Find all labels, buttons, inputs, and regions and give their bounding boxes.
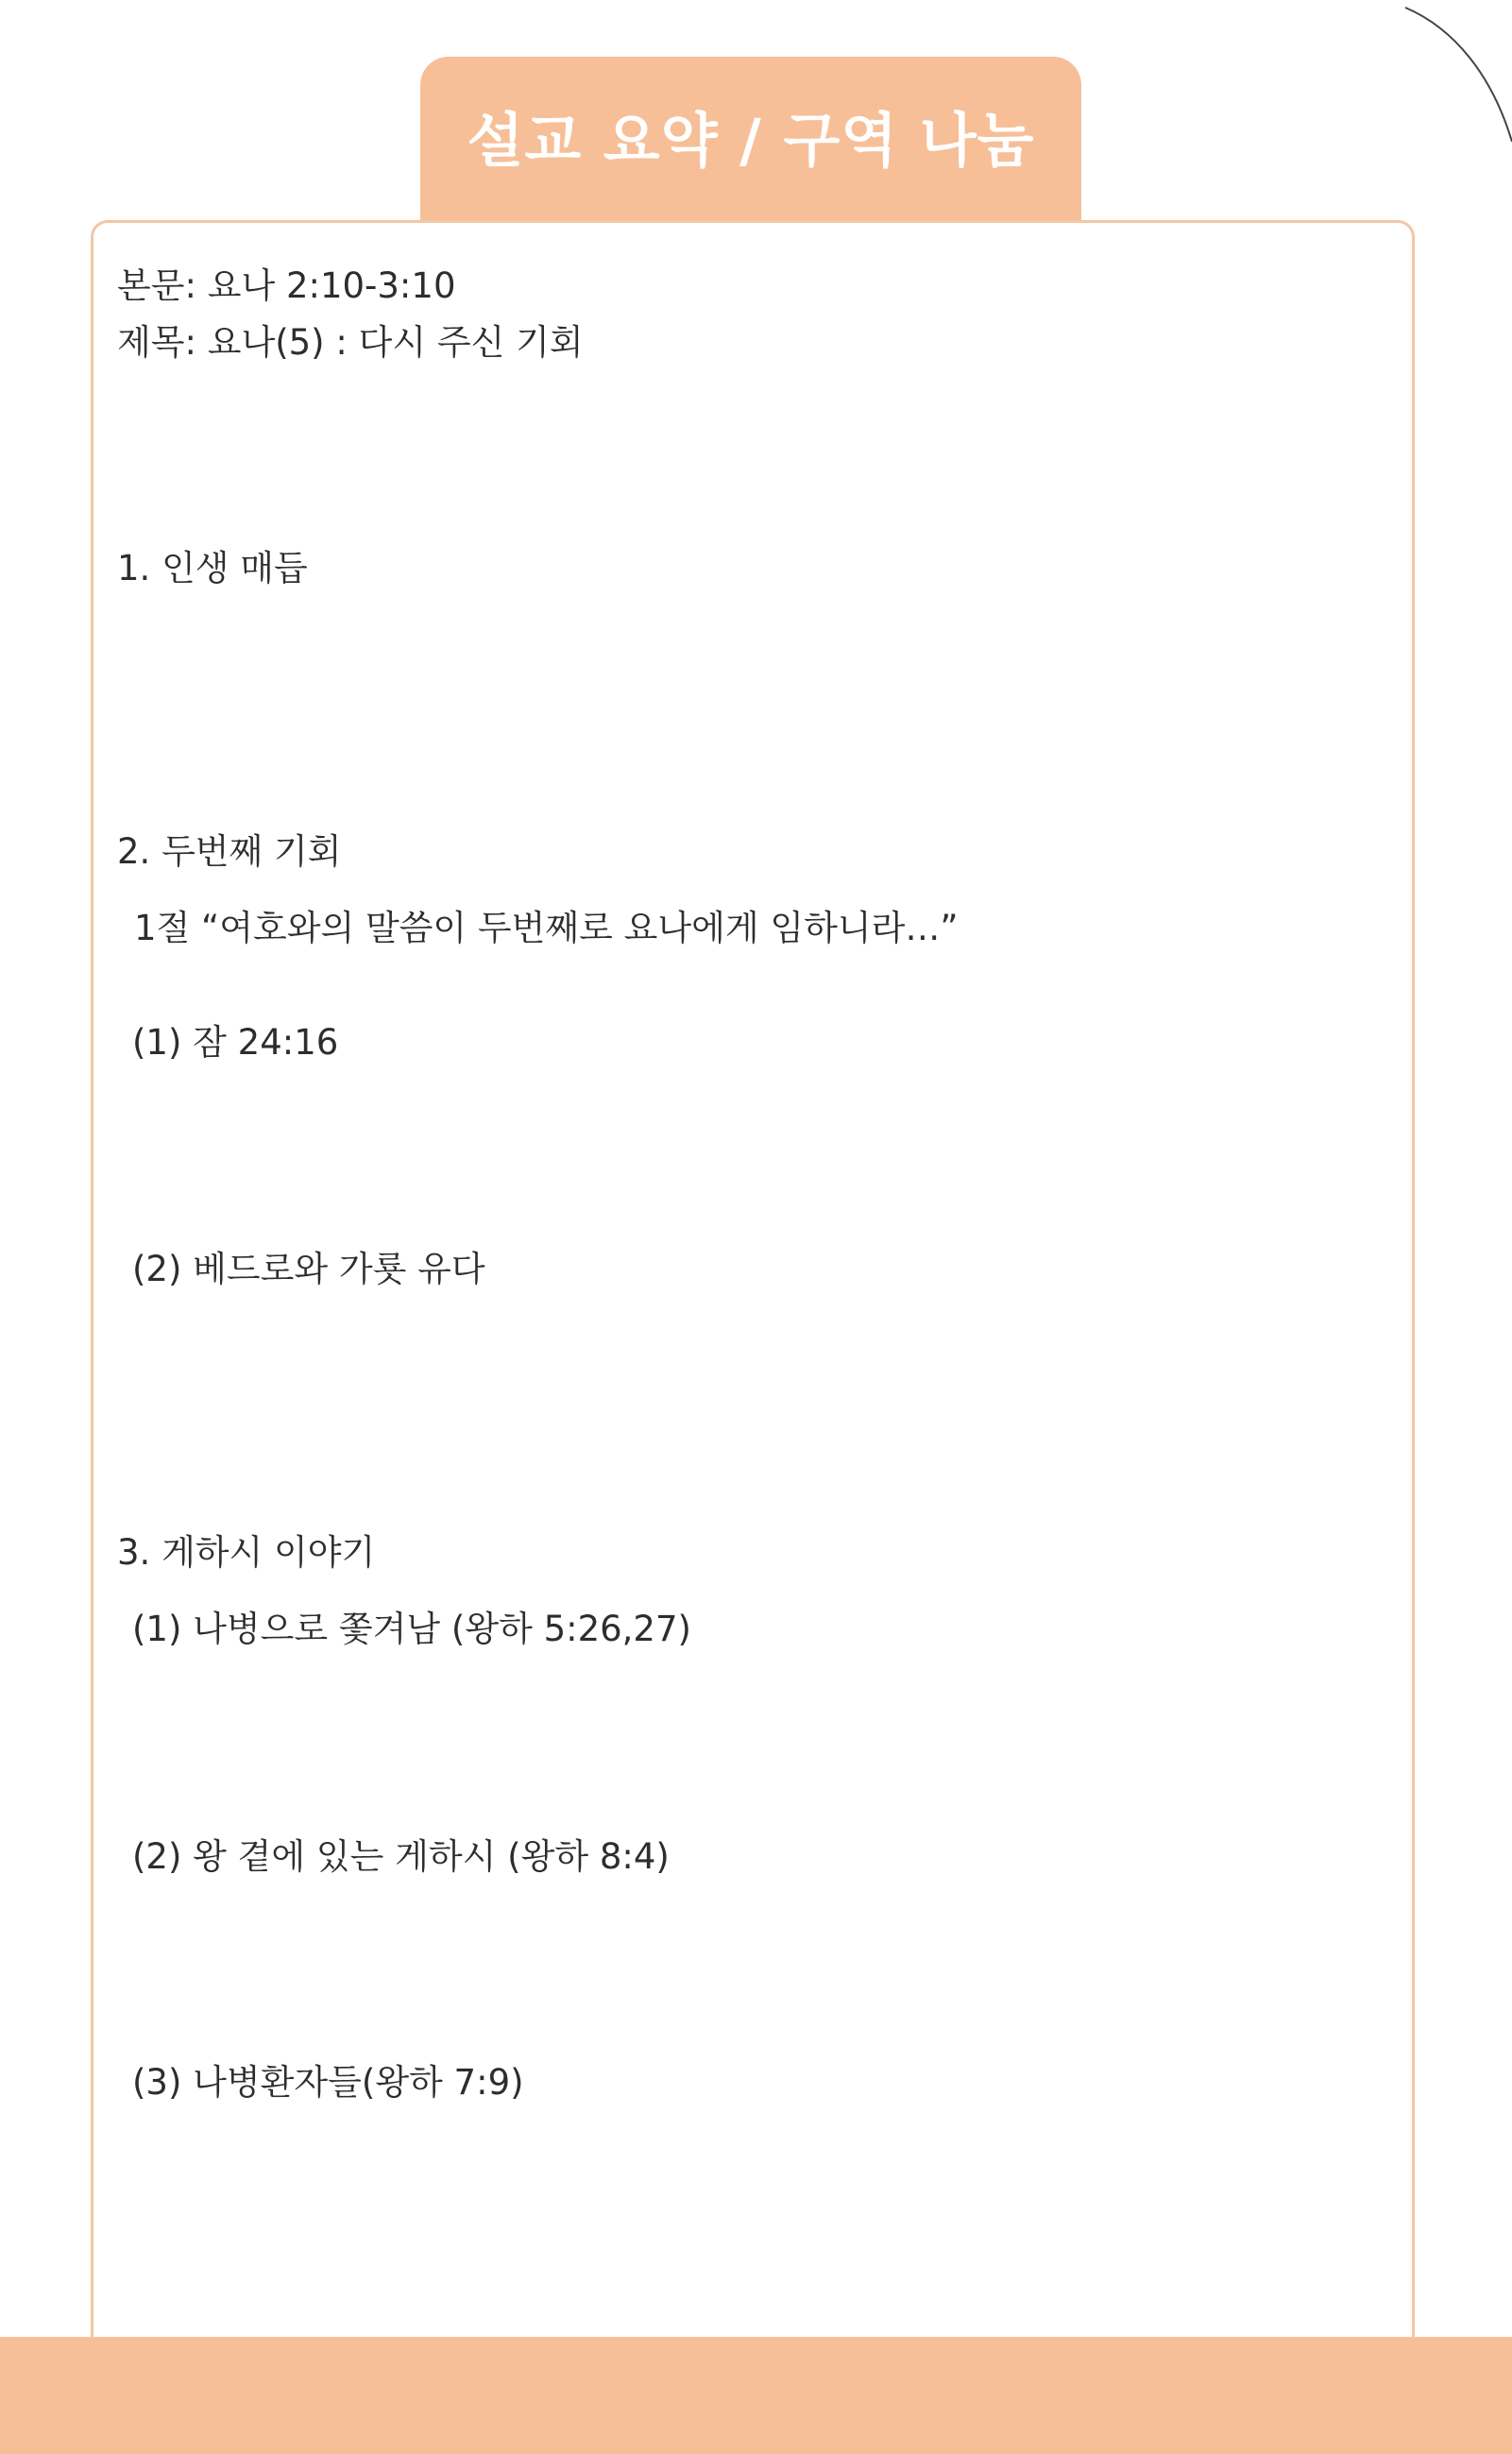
title-tab — [420, 57, 1081, 222]
outline-point-3-sub-3: (3) 나병환자들(왕하 7:9) — [132, 2062, 524, 2103]
sermon-passage: 본문: 요나 2:10-3:10 — [117, 265, 456, 306]
outline-point-2-verse: 1절 “여호와의 말씀이 두번째로 요나에게 임하니라…” — [134, 908, 959, 948]
footer-band — [0, 2337, 1512, 2454]
sermon-title: 제목: 요나(5) : 다시 주신 기회 — [117, 322, 584, 363]
outline-point-2: 2. 두번째 기회 — [117, 831, 342, 872]
outline-point-3: 3. 게하시 이야기 — [117, 1532, 376, 1573]
outline-point-1: 1. 인생 매듭 — [117, 548, 308, 588]
outline-point-2-sub-1: (1) 잠 24:16 — [132, 1022, 339, 1063]
outline-point-3-sub-2: (2) 왕 곁에 있는 게하시 (왕하 8:4) — [132, 1836, 670, 1877]
outline-point-2-sub-2: (2) 베드로와 가룟 유다 — [132, 1249, 485, 1289]
page-title: 설교 요약 / 구역 나눔 — [467, 106, 1035, 175]
outline-point-3-sub-1: (1) 나병으로 쫓겨남 (왕하 5:26,27) — [132, 1609, 691, 1649]
